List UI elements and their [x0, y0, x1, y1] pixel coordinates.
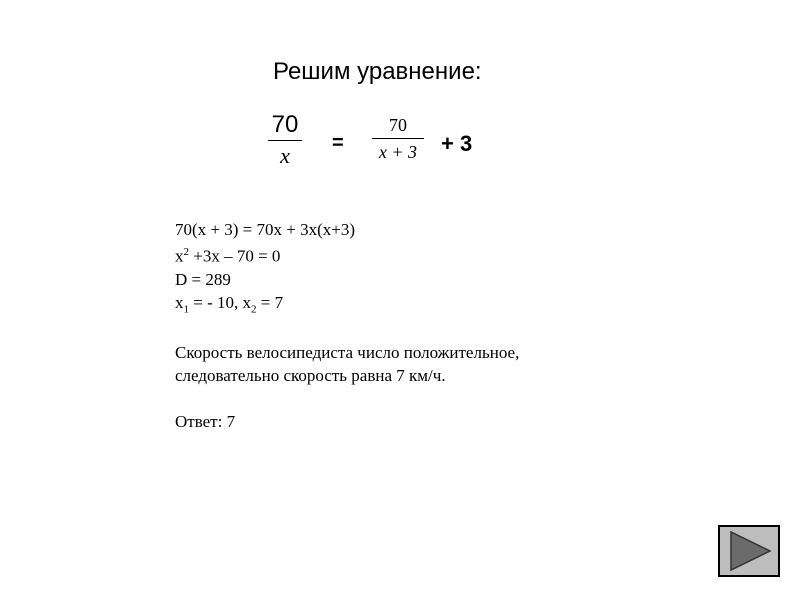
solution-line-1: 70(x + 3) = 70x + 3x(x+3) [175, 220, 355, 239]
roots-end: = 7 [256, 292, 284, 312]
slide-title: Решим уравнение: [273, 58, 482, 85]
solution-line-2 [175, 241, 355, 268]
line-2-rest: +3x – 70 = 0 [189, 246, 281, 266]
exponent: 2 [183, 246, 189, 258]
fraction-bar [268, 140, 302, 141]
subscript-2: 2 [251, 303, 257, 316]
next-slide-button[interactable] [718, 525, 780, 577]
right-denominator: x + 3 [378, 142, 418, 162]
roots-middle: = - 10, x [189, 292, 251, 312]
plus-term: + 3 [441, 131, 473, 156]
answer-text: Ответ: 7 [175, 412, 236, 431]
play-triangle-shape [731, 532, 770, 570]
root-x1-var: x [175, 292, 184, 312]
conclusion-line-2: следовательно скорость равна 7 км/ч. [175, 366, 446, 385]
conclusion-line-1: Скорость велосипедиста число положительное, [175, 343, 520, 362]
fraction-bar [372, 138, 424, 139]
right-fraction [372, 114, 424, 163]
left-numerator: 70 [271, 111, 299, 138]
left-denominator: x [280, 143, 290, 168]
left-fraction [268, 112, 302, 169]
solution-steps [175, 218, 355, 321]
solution-line-3: D = 289 [175, 269, 231, 289]
solution-line-4 [175, 291, 355, 321]
conclusion-paragraph [175, 341, 519, 387]
equals-sign: = [332, 132, 344, 154]
right-numerator: 70 [389, 115, 407, 135]
play-triangle-icon [720, 527, 778, 575]
subscript-1: 1 [183, 303, 189, 316]
var-x: x [175, 246, 184, 266]
